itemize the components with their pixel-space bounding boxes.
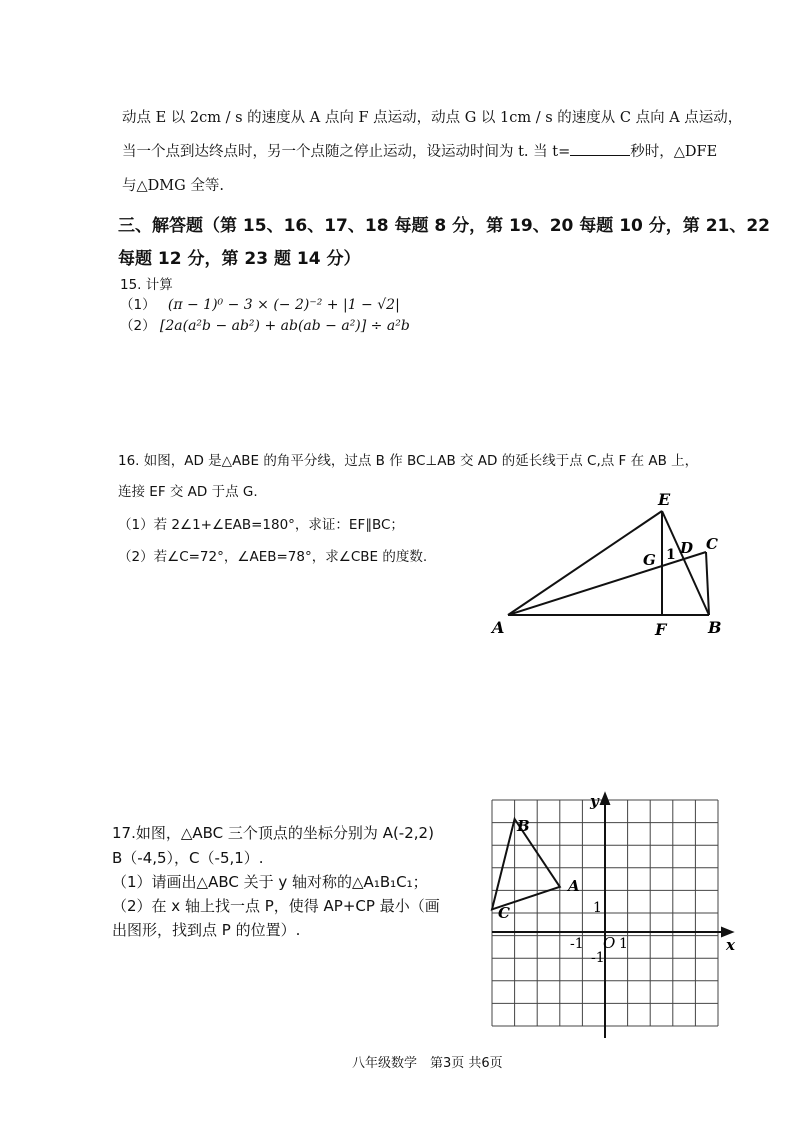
- label-x-neg1: -1: [570, 936, 584, 952]
- label-g: G: [643, 551, 656, 569]
- q17-line3: （1）请画出△ABC 关于 y 轴对称的△A₁B₁C₁；: [112, 873, 428, 891]
- q16-part1: （1）若 2∠1+∠EAB=180°，求证：EF∥BC；: [118, 517, 404, 533]
- section-heading-line1: 三、解答题（第 15、16、17、18 每题 8 分，第 19、20 每题 10 分，第 21、22: [118, 216, 771, 236]
- label-point-c: C: [498, 904, 510, 922]
- section-heading-line2: 每题 12 分，第 23 题 14 分）: [118, 249, 361, 269]
- label-d: D: [680, 539, 694, 557]
- label-e: E: [658, 490, 671, 509]
- q14-line3: 与△DMG 全等.: [122, 178, 224, 194]
- label-angle-1: 1: [666, 547, 676, 563]
- label-y-1: 1: [593, 900, 602, 916]
- q17-line4: （2）在 x 轴上找一点 P，使得 AP+CP 最小（画: [112, 897, 440, 915]
- label-point-b: B: [517, 817, 530, 835]
- q14-line2-b: 秒时，△DFE: [630, 144, 718, 160]
- q15-title: 15. 计算: [120, 277, 173, 293]
- x-axis-arrow-icon: [722, 928, 732, 936]
- label-point-a: A: [568, 877, 580, 895]
- label-b: B: [708, 618, 722, 637]
- segment-ae: [508, 511, 662, 615]
- label-c: C: [706, 535, 718, 553]
- q17-coordinate-grid: [478, 788, 746, 1044]
- q14-line1: 动点 E 以 2cm / s 的速度从 A 点向 F 点运动，动点 G 以 1cm / s 的速度从 C 点向 A 点运动，: [122, 110, 743, 126]
- q17-line1: 17.如图，△ABC 三个顶点的坐标分别为 A(-2,2): [112, 824, 434, 842]
- label-y-neg1: -1: [591, 950, 605, 966]
- y-axis-arrow-icon: [601, 794, 609, 804]
- q15-item2-expression: [2a(a²b − ab²) + ab(ab − a²)] ÷ a²b: [159, 318, 410, 334]
- q15-item1-expression: (π − 1)⁰ − 3 × (− 2)⁻² + |1 − √2|: [167, 297, 400, 313]
- q16-part2: （2）若∠C=72°，∠AEB=78°，求∠CBE 的度数.: [118, 549, 428, 565]
- q15-item1: [120, 293, 400, 313]
- q15-item2-number: （2）: [120, 318, 156, 334]
- label-y-axis: y: [590, 792, 599, 810]
- label-origin: O: [603, 934, 616, 952]
- segment-cb: [706, 552, 709, 615]
- q17-line5: 出图形，找到点 P 的位置）.: [112, 921, 301, 939]
- q17-line2: B（-4,5），C（-5,1）.: [112, 849, 264, 867]
- q16-line2: 连接 EF 交 AD 于点 G.: [118, 484, 258, 500]
- q14-line2: [122, 140, 717, 161]
- segment-ac: [508, 552, 706, 615]
- label-f: F: [655, 620, 667, 639]
- q15-item2: [120, 314, 410, 334]
- q15-item1-number: （1）: [120, 297, 156, 313]
- q16-line1: 16. 如图，AD 是△ABE 的角平分线，过点 B 作 BC⊥AB 交 AD 的延长线于点 C,点 F 在 AB 上，: [118, 453, 699, 469]
- label-x-1: 1: [619, 936, 628, 952]
- label-a: A: [492, 618, 505, 637]
- label-x-axis: x: [726, 936, 735, 954]
- q16-triangle-figure: [480, 485, 740, 645]
- page-footer: 八年级数学 第3页 共6页: [352, 1056, 503, 1071]
- q14-line2-a: 当一个点到达终点时，另一个点随之停止运动，设运动时间为 t. 当 t=: [122, 144, 571, 160]
- answer-blank: [570, 143, 630, 156]
